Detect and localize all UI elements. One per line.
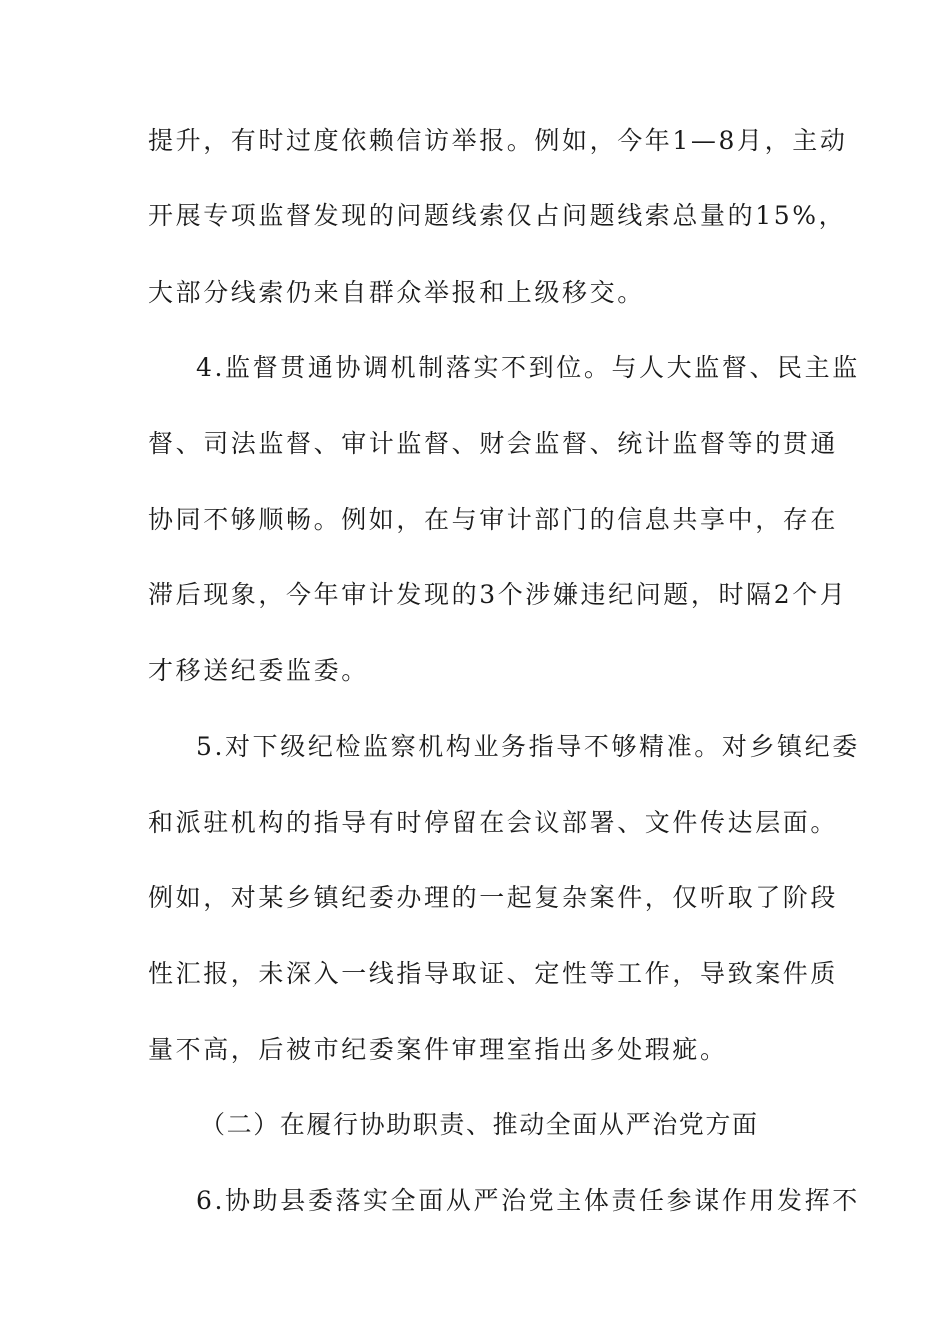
paragraph-line: 性汇报，未深入一线指导取证、定性等工作，导致案件质 (148, 959, 839, 988)
paragraph-line: 开展专项监督发现的问题线索仅占问题线索总量的15%， (148, 201, 847, 230)
item-4-first-line: 4.监督贯通协调机制落实不到位。与人大监督、民主监 (196, 353, 860, 382)
paragraph-line: 和派驻机构的指导有时停留在会议部署、文件传达层面。 (148, 808, 839, 837)
paragraph-line: 才移送纪委监委。 (148, 656, 369, 685)
paragraph-line: 滞后现象，今年审计发现的3个涉嫌违纪问题，时隔2个月 (148, 580, 848, 609)
paragraph-line: 提升，有时过度依赖信访举报。例如，今年1—8月，主动 (148, 126, 848, 155)
paragraph-line: 协同不够顺畅。例如，在与审计部门的信息共享中，存在 (148, 505, 839, 534)
paragraph-line: 督、司法监督、审计监督、财会监督、统计监督等的贯通 (148, 429, 839, 458)
item-5-first-line: 5.对下级纪检监察机构业务指导不够精准。对乡镇纪委 (196, 732, 860, 761)
section-heading: （二）在履行协助职责、推动全面从严治党方面 (200, 1110, 759, 1139)
paragraph-line: 量不高，后被市纪委案件审理室指出多处瑕疵。 (148, 1035, 728, 1064)
item-6-first-line: 6.协助县委落实全面从严治党主体责任参谋作用发挥不 (196, 1186, 860, 1215)
paragraph-line: 大部分线索仍来自群众举报和上级移交。 (148, 278, 645, 307)
paragraph-line: 例如，对某乡镇纪委办理的一起复杂案件，仅听取了阶段 (148, 883, 839, 912)
